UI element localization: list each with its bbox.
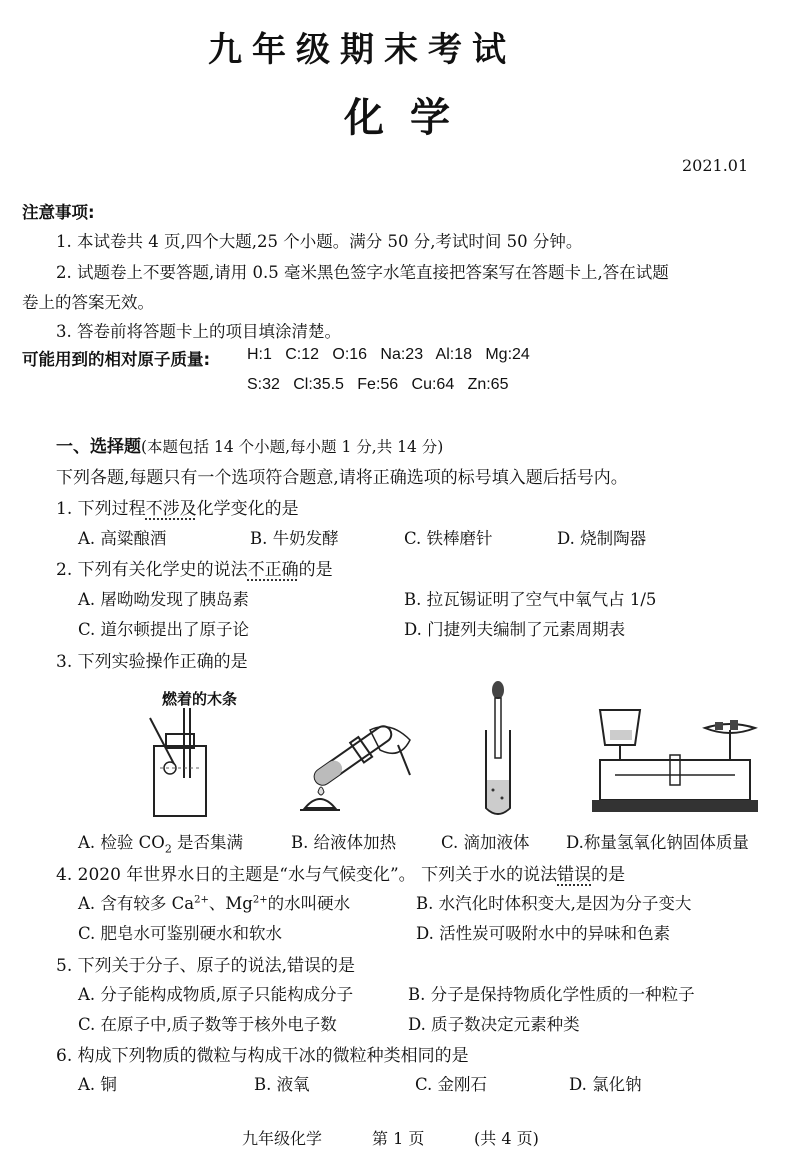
q2-stem-emphasis: 不正确 [247,560,299,580]
q5-option-c: C. 在原子中,质子数等于核外电子数 [78,1015,337,1034]
question-3-stem: 3. 下列实验操作正确的是 [56,652,248,672]
notice-item-2-cont: 卷上的答案无效。 [22,293,154,312]
q3-figure-label: 燃着的木条 [162,690,238,708]
q2-option-a: A. 屠呦呦发现了胰岛素 [78,590,249,609]
footer-page-number: 第 1 页 [372,1129,425,1148]
question-1-stem [56,494,299,519]
q1-stem-emphasis: 不涉及 [145,499,197,519]
atomic-mass-line-2: S:32 Cl:35.5 Fe:56 Cu:64 Zn:65 [247,376,509,393]
q4-option-a-sup-1: 2+ [194,894,209,906]
q1-stem-pre: 1. 下列过程 [56,499,146,519]
q1-stem-post: 化学变化的是 [196,499,299,519]
q1-option-a: A. 高粱酿酒 [78,529,167,548]
q3-option-a [78,829,243,855]
footer-page-total: (共 4 页) [474,1129,539,1148]
subject-title: 化学 [344,94,476,141]
q5-option-b: B. 分子是保持物质化学性质的一种粒子 [408,985,695,1004]
q4-option-a [78,890,350,914]
balance-scale-illustration [590,700,760,820]
q4-option-b: B. 水汽化时体积变大,是因为分子变大 [416,894,692,913]
notice-item-1: 1. 本试卷共 4 页,四个大题,25 个小题。满分 50 分,考试时间 50 分钟。 [56,232,583,251]
q3-option-a-post: 是否集满 [171,833,244,852]
q4-option-a-sup-2: 2+ [252,894,268,906]
question-5-stem: 5. 下列关于分子、原子的说法,错误的是 [56,956,356,976]
q2-option-c: C. 道尔顿提出了原子论 [78,620,250,639]
q6-option-b: B. 液氧 [254,1075,310,1094]
q6-option-a: A. 铜 [78,1075,117,1094]
question-6-stem: 6. 构成下列物质的微粒与构成干冰的微粒种类相同的是 [56,1046,469,1066]
q1-option-b: B. 牛奶发酵 [250,529,339,548]
heating-test-tube-illustration [290,700,430,820]
q3-option-b: B. 给液体加热 [291,833,397,852]
q4-stem-emphasis: 错误 [557,865,592,885]
section-1-instruction: 下列各题,每题只有一个选项符合题意,请将正确选项的标号填入题后括号内。 [56,468,628,488]
dropper-test-tube-illustration [478,680,518,820]
gas-bottle-illustration [140,708,220,818]
q1-option-d: D. 烧制陶器 [557,529,647,548]
q3-option-d: D.称量氢氧化钠固体质量 [566,833,749,852]
question-2-stem [56,555,333,580]
q1-option-c: C. 铁棒磨针 [404,529,493,548]
q5-option-d: D. 质子数决定元素种类 [408,1015,580,1034]
footer-subject: 九年级化学 [242,1129,323,1148]
q3-option-a-pre: A. 检验 CO [78,833,165,852]
q4-stem-pre: 4. 2020 年世界水日的主题是“水与气候变化”。 下列关于水的说法 [56,865,558,885]
exam-title: 九年级期末考试 [208,30,516,70]
q4-option-d: D. 活性炭可吸附水中的异味和色素 [416,924,671,943]
exam-date: 2021.01 [682,156,749,175]
q3-option-a-subscript: 2 [164,842,172,856]
q5-option-a: A. 分子能构成物质,原子只能构成分子 [78,985,354,1004]
atomic-mass-label: 可能用到的相对原子质量: [22,350,211,369]
q6-option-d: D. 氯化钠 [569,1075,642,1094]
q4-option-a-mid: 、Mg [208,894,253,913]
q4-stem-post: 的是 [591,865,626,885]
section-1-header [56,432,443,457]
question-4-stem [56,860,625,885]
notice-item-2: 2. 试题卷上不要答题,请用 0.5 毫米黑色签字水笔直接把答案写在答题卡上,答在试题 [56,263,669,282]
notice-item-3: 3. 答卷前将答题卡上的项目填涂清楚。 [56,322,341,341]
q4-option-c: C. 肥皂水可鉴别硬水和软水 [78,924,283,943]
notice-heading: 注意事项: [22,203,95,222]
q4-option-a-pre: A. 含有较多 Ca [78,894,195,913]
q4-option-a-post: 的水叫硬水 [267,894,351,913]
q3-option-c: C. 滴加液体 [441,833,530,852]
section-1-note: (本题包括 14 个小题,每小题 1 分,共 14 分) [141,438,444,456]
section-1-title: 一、选择题 [56,437,141,457]
q2-stem-pre: 2. 下列有关化学史的说法 [56,560,248,580]
q6-option-c: C. 金刚石 [415,1075,488,1094]
q2-option-b: B. 拉瓦锡证明了空气中氧气占 1/5 [404,590,657,609]
atomic-mass-line-1: H:1 C:12 O:16 Na:23 Al:18 Mg:24 [247,346,530,363]
q2-option-d: D. 门捷列夫编制了元素周期表 [404,620,626,639]
q2-stem-post: 的是 [298,560,333,580]
